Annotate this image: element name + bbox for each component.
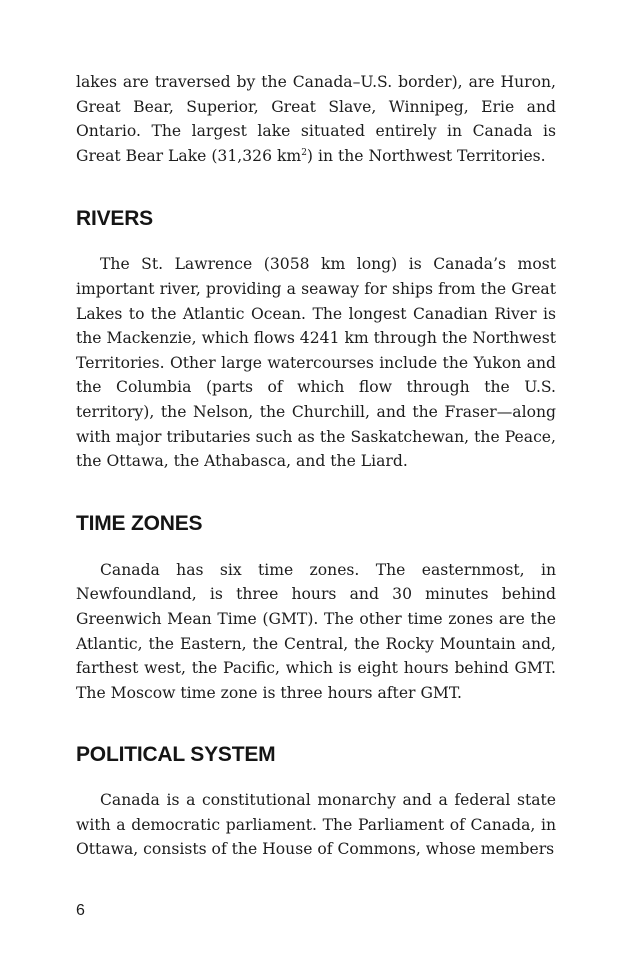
lakes-text-after: ) in the Northwest Territories. <box>306 146 546 165</box>
rivers-heading: RIVERS <box>76 207 153 231</box>
superscript-2: 2 <box>301 147 307 158</box>
lakes-text: lakes are traversed by the Canada–U.S. border), are Huron, Great Bear, Superior, Great Slave, Winnipeg, Erie and Ontario. The largest lake situated entirely in Canada is Great Bear Lake (31,326 km <box>76 73 556 165</box>
page-number: 6 <box>76 902 85 919</box>
political-system-paragraph: Canada is a constitutional monarchy and a federal state with a democratic parliament. The Parliament of Canada, in Ottawa, consists of the House of Commons, whose members <box>76 791 556 859</box>
rivers-paragraph: The St. Lawrence (3058 km long) is Canada’s most important river, providing a seaway for ships from the Great Lakes to the Atlantic Ocean. The longest Canadian River is the Mackenzie, which flows 4241 km through the Northwest Territories. Other large watercourses include the Yukon and the Columbia (parts of which flow through the U.S. territory), the Nelson, the Churchill, and the Fraser—along with major tributaries such as the Saskatchewan, the Peace, the Ottawa, the Athabasca, and the Liard. <box>76 255 556 471</box>
time-zones-heading: TIME ZONES <box>76 511 203 535</box>
time-zones-paragraph: Canada has six time zones. The easternmost, in Newfoundland, is three hours and 30 minutes behind Greenwich Mean Time (GMT). The other time zones are the Atlantic, the Eastern, the Central, the Rocky Mountain and, farthest west, the Pacific, which is eight hours behind GMT. The Moscow time zone is three hours after GMT. <box>76 560 556 702</box>
political-system-heading: POLITICAL SYSTEM <box>76 743 276 767</box>
lakes-paragraph <box>76 70 556 168</box>
page-body <box>76 70 556 862</box>
